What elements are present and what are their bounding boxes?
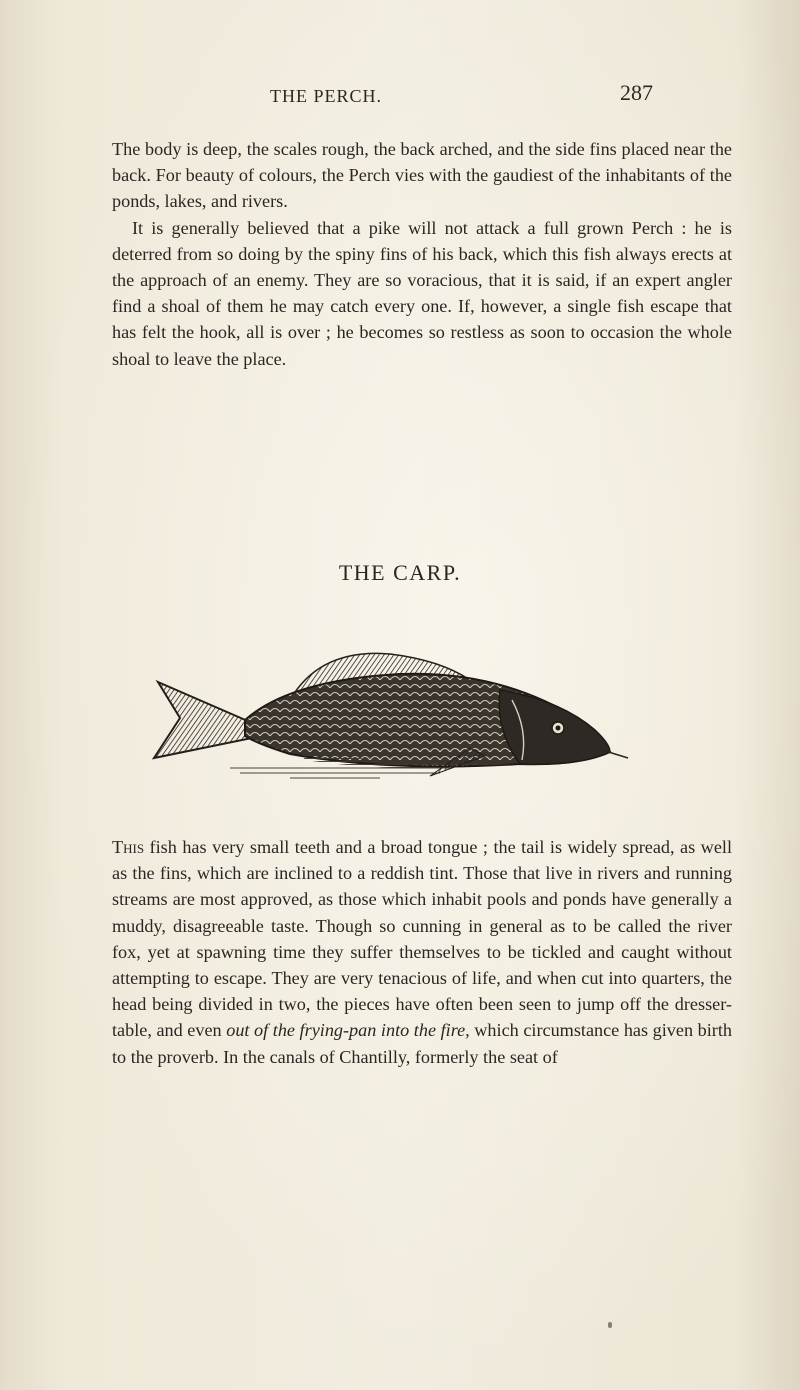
fish-shadow-lines — [230, 768, 450, 778]
perch-paragraph-2: It is generally believed that a pike will not attack a full grown Perch : he is deterred from so doing by the spiny fins of his back, which this fish always erects at the approach of an enemy. They are so voracious, that it is said, if an expert angler find a shoal of them he may catch every one. If, however, a single fish escape that has felt the hook, all is over ; he becomes so restless as soon to occasion the whole shoal to leave the place. — [112, 217, 732, 369]
carp-fish-engraving-icon — [140, 640, 640, 790]
carp-section-heading: THE CARP. — [338, 560, 462, 585]
carp-paragraph — [112, 834, 732, 1070]
running-head: THE PERCH. — [270, 86, 383, 106]
carp-text-before-italic: fish has very small teeth and a broad tongue ; the tail is widely spread, as well as the fins, which are inclined to a reddish tint. Those that live in rivers and running streams are most approved, as those which inhabit pools and ponds have generally a muddy, disagreeable taste. Though so cunning in general as to be called the river fox, yet at spawning time they suffer themselves to be tickled and caught without attempting to escape. They are very tenacious of life, and when cut into quarters, the head being divided in two, the pieces have often been seen to jump off the dresser-table, and even — [112, 837, 732, 1041]
carp-text-block — [112, 834, 732, 1070]
carp-lead-word: This — [112, 837, 145, 857]
carp-text-after-italic: which circumstance has given birth to the proverb. In the canals of Chantilly, formerly the seat of — [112, 1020, 732, 1067]
perch-text-block — [112, 136, 732, 372]
perch-paragraph-1: The body is deep, the scales rough, the back arched, and the side fins placed near the back. For beauty of colours, the Perch vies with the gaudiest of the inhabitants of the ponds, lakes, and rivers. — [112, 139, 732, 212]
carp-italic-proverb: out of the frying-pan into the fire, — [226, 1020, 470, 1041]
ink-speck — [608, 1322, 612, 1328]
fish-tail — [154, 682, 252, 758]
page-number: 287 — [620, 80, 653, 105]
